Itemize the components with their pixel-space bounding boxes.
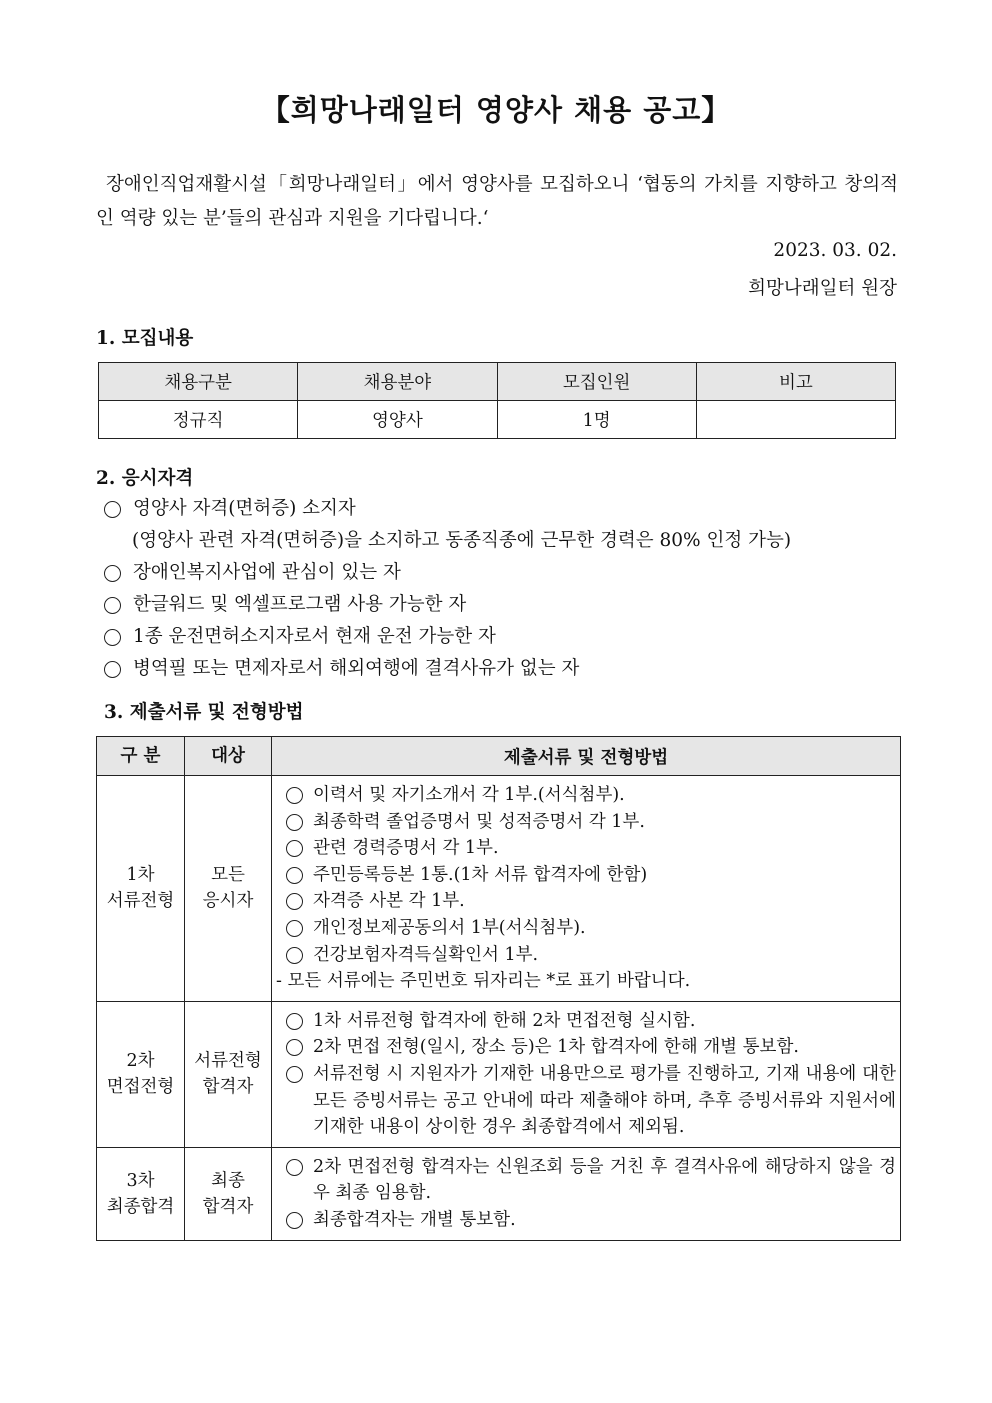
list-item (286, 809, 896, 836)
stage-cell (97, 1001, 185, 1147)
circle-bullet-icon (286, 787, 303, 804)
list-item (286, 888, 896, 915)
documents-cell (272, 1001, 901, 1147)
issuer-name: 희망나래일터 원장 (748, 278, 897, 299)
stage-label: 면접전형 (106, 1077, 175, 1098)
list-item (286, 1061, 896, 1141)
target-label: 모든 (211, 865, 245, 886)
list-item (286, 782, 896, 809)
list-item (286, 835, 896, 862)
circle-bullet-icon (286, 1159, 303, 1176)
list-item-text: 2차 면접전형 합격자는 신원조회 등을 거친 후 결격사유에 해당하지 않을 경우 최종 임용함. (313, 1156, 896, 1204)
list-item-text: 한글워드 및 엑셀프로그램 사용 가능한 자 (133, 594, 467, 615)
table-row (97, 776, 901, 1002)
stage-label: 2차 (126, 1051, 155, 1072)
circle-bullet-icon (286, 1212, 303, 1229)
section2-heading: 2. 응시자격 (96, 468, 194, 489)
list-item (286, 1008, 896, 1035)
list-item (104, 621, 791, 653)
selection-process-table (96, 736, 901, 1241)
stage-cell (97, 776, 185, 1002)
table-header-row (99, 363, 896, 401)
list-item-text: 1차 서류전형 합격자에 한해 2차 면접전형 실시함. (313, 1010, 696, 1031)
list-item (286, 1207, 896, 1234)
list-item (286, 942, 896, 969)
circle-bullet-icon (286, 867, 303, 884)
list-item-text: 영양사 자격(면허증) 소지자 (133, 498, 356, 519)
documents-cell (272, 1147, 901, 1240)
table-cell (696, 401, 895, 439)
documents-cell (272, 776, 901, 1002)
qualification-list (104, 493, 791, 685)
list-item-text: 병역필 또는 면제자로서 해외여행에 결격사유가 없는 자 (133, 658, 580, 679)
list-item-text: 자격증 사본 각 1부. (313, 891, 465, 912)
circle-bullet-icon (104, 629, 121, 646)
table-cell: 정규직 (99, 401, 298, 439)
list-item-text: 최종합격자는 개별 통보함. (313, 1209, 516, 1230)
stage-label: 서류전형 (106, 891, 175, 912)
intro-paragraph: 장애인직업재활시설「희망나래일터」에서 영양사를 모집하오니 ‘협동의 가치를 지향하고 창의적인 역량 있는 분’들의 관심과 지원을 기다립니다.‘ (96, 174, 898, 229)
circle-bullet-icon (286, 1039, 303, 1056)
header-cell: 비고 (696, 363, 895, 401)
stage-label: 3차 (126, 1170, 155, 1191)
target-label: 최종 (211, 1170, 245, 1191)
target-label: 서류전형 (194, 1051, 262, 1072)
table-cell: 1명 (497, 401, 696, 439)
list-item-text: 서류전형 시 지원자가 기재한 내용만으로 평가를 진행하고, 기재 내용에 대한 모든 증빙서류는 공고 안내에 따라 제출해야 하며, 추후 증빙서류와 지원서에 기재한 내용이 상이한 경우 최종합격에서 제외됨. (313, 1063, 896, 1138)
table-header-row (97, 737, 901, 776)
list-item-text: 최종학력 졸업증명서 및 성적증명서 각 1부. (313, 811, 645, 832)
stage-label: 최종합격 (106, 1196, 175, 1217)
circle-bullet-icon (286, 840, 303, 857)
header-cell: 모집인원 (497, 363, 696, 401)
list-item-text: 개인정보제공동의서 1부(서식첨부). (313, 917, 586, 938)
circle-bullet-icon (286, 947, 303, 964)
circle-bullet-icon (286, 893, 303, 910)
stage-label: 1차 (126, 865, 155, 886)
circle-bullet-icon (286, 920, 303, 937)
section3-heading: 3. 제출서류 및 전형방법 (104, 702, 304, 723)
list-item (286, 862, 896, 889)
circle-bullet-icon (286, 1013, 303, 1030)
header-cell: 제출서류 및 전형방법 (272, 737, 901, 776)
target-cell (185, 1147, 272, 1240)
page-title: 【희망나래일터 영양사 채용 공고】 (260, 93, 732, 127)
circle-bullet-icon (104, 597, 121, 614)
table-row (97, 1147, 901, 1240)
list-item-note: (영양사 관련 자격(면허증)을 소지하고 동종직종에 근무한 경력은 80% 인정 가능) (132, 530, 792, 551)
table-row (97, 1001, 901, 1147)
list-item-text: 장애인복지사업에 관심이 있는 자 (133, 562, 401, 583)
table-row (99, 401, 896, 439)
header-cell: 채용분야 (298, 363, 497, 401)
circle-bullet-icon (286, 814, 303, 831)
target-label: 응시자 (202, 891, 254, 912)
list-item (104, 589, 791, 621)
header-cell: 대상 (185, 737, 272, 776)
list-item (104, 493, 791, 525)
target-cell (185, 1001, 272, 1147)
list-item (104, 653, 791, 685)
list-item (104, 557, 791, 589)
header-cell: 채용구분 (99, 363, 298, 401)
recruitment-table (98, 362, 896, 439)
list-item-text: 2차 면접 전형(일시, 장소 등)은 1차 합격자에 한해 개별 통보함. (313, 1037, 799, 1058)
table-cell: 영양사 (298, 401, 497, 439)
list-item-text: 건강보험자격득실확인서 1부. (313, 944, 539, 965)
target-label: 합격자 (202, 1196, 254, 1217)
list-item-text: 관련 경력증명서 각 1부. (313, 838, 499, 859)
documents-note: - 모든 서류에는 주민번호 뒤자리는 *로 표기 바랍니다. (276, 971, 691, 992)
circle-bullet-icon (286, 1066, 303, 1083)
header-cell: 구 분 (97, 737, 185, 776)
circle-bullet-icon (104, 565, 121, 582)
circle-bullet-icon (104, 501, 121, 518)
list-item-text: 주민등록등본 1통.(1차 서류 합격자에 한함) (313, 864, 648, 885)
circle-bullet-icon (104, 661, 121, 678)
list-item (286, 1034, 896, 1061)
list-item (286, 1154, 896, 1207)
list-item-text: 1종 운전면허소지자로서 현재 운전 가능한 자 (133, 626, 496, 647)
notice-date: 2023. 03. 02. (773, 240, 897, 261)
target-cell (185, 776, 272, 1002)
target-label: 합격자 (202, 1077, 254, 1098)
stage-cell (97, 1147, 185, 1240)
section1-heading: 1. 모집내용 (96, 328, 194, 349)
list-item-text: 이력서 및 자기소개서 각 1부.(서식첨부). (313, 785, 625, 805)
list-item (286, 915, 896, 942)
